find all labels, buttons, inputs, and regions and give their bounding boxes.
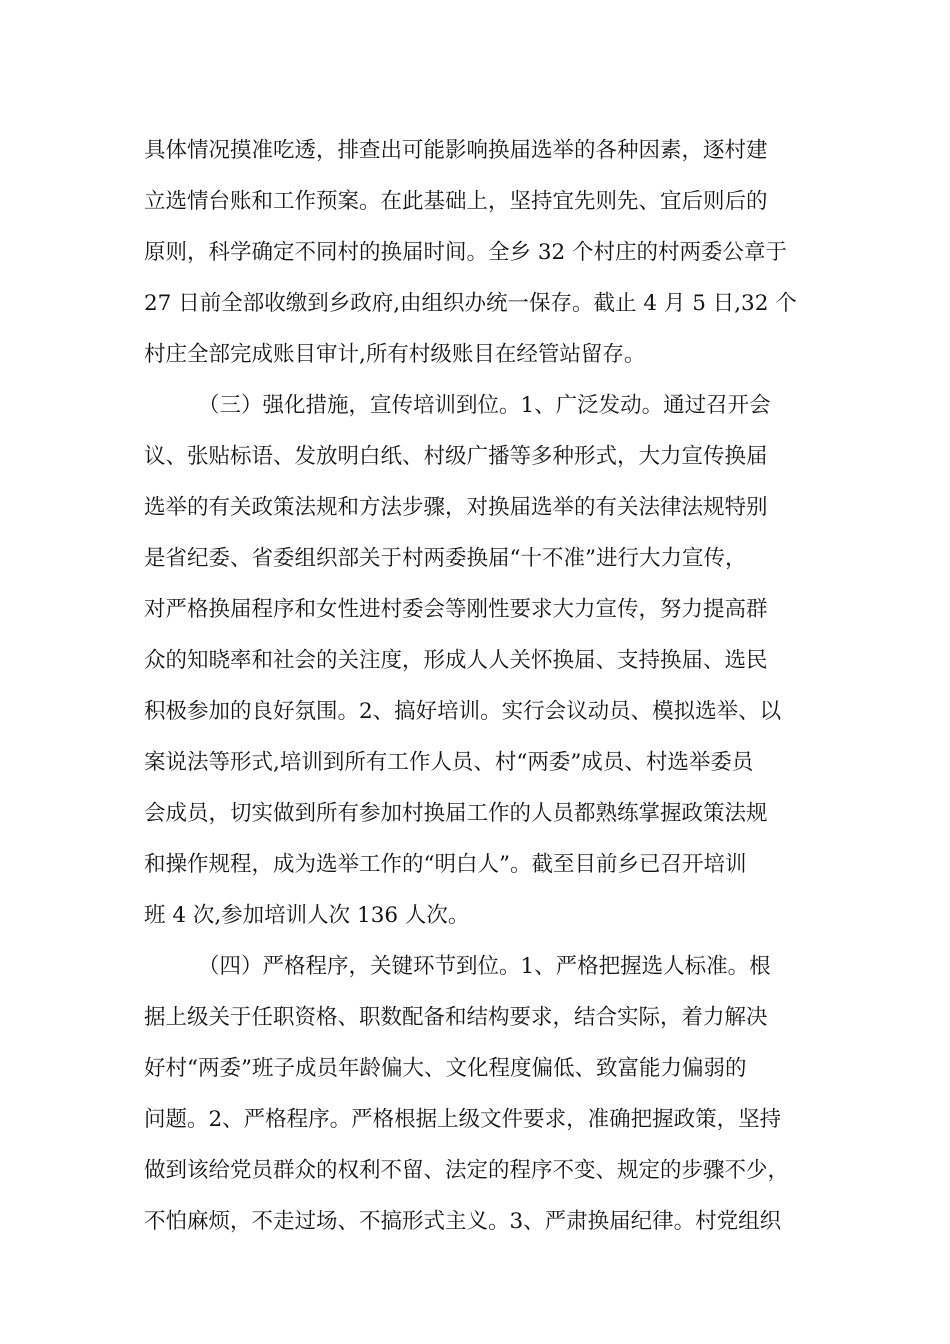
body-text-line: 原则，科学确定不同村的换届时间。全乡 32 个村庄的村两委公章于 [144,240,788,265]
body-text-line: 不怕麻烦，不走过场、不搞形式主义。3、严肃换届纪律。村党组织 [144,1209,782,1234]
body-text-line: 班 4 次,参加培训人次 136 人次。 [144,903,470,928]
body-text-line: 和操作规程，成为选举工作的“明白人”。截至目前乡已召开培训 [144,852,747,877]
section-heading-line: （三）强化措施，宣传培训到位。1、广泛发动。通过召开会 [198,393,771,418]
body-text-line: 案说法等形式,培训到所有工作人员、村“两委”成员、村选举委员 [144,750,754,775]
body-text-line: 据上级关于任职资格、职数配备和结构要求，结合实际，着力解决 [144,1005,768,1030]
section-heading-line: （四）严格程序，关键环节到位。1、严格把握选人标准。根 [198,954,771,979]
body-text-line: 是省纪委、省委组织部关于村两委换届“十不准”进行大力宣传， [144,546,747,571]
body-text-line: 众的知晓率和社会的关注度，形成人人关怀换届、支持换届、选民 [144,648,768,673]
body-text-line: 选举的有关政策法规和方法步骤，对换届选举的有关法律法规特别 [144,495,768,520]
body-text-line: 立选情台账和工作预案。在此基础上，坚持宜先则先、宜后则后的 [144,189,768,214]
body-text-line: 会成员，切实做到所有参加村换届工作的人员都熟练掌握政策法规 [144,801,768,826]
body-text-line: 好村“两委”班子成员年龄偏大、文化程度偏低、致富能力偏弱的 [144,1056,747,1081]
body-text-line: 积极参加的良好氛围。2、搞好培训。实行会议动员、模拟选举、以 [144,699,782,724]
body-text-line: 具体情况摸准吃透，排查出可能影响换届选举的各种因素，逐村建 [144,138,768,163]
body-text-line: 做到该给党员群众的权利不留、法定的程序不变、规定的步骤不少， [144,1158,790,1183]
body-text-line: 议、张贴标语、发放明白纸、村级广播等多种形式，大力宣传换届 [144,444,768,469]
body-text-line: 村庄全部完成账目审计,所有村级账目在经管站留存。 [144,342,646,367]
body-text-line: 对严格换届程序和女性进村委会等刚性要求大力宣传，努力提高群 [144,597,768,622]
body-text-line: 27 日前全部收缴到乡政府,由组织办统一保存。截止 4 月 5 日,32 个 [144,291,797,316]
body-text-line: 问题。2、严格程序。严格根据上级文件要求，准确把握政策，坚持 [144,1107,782,1132]
